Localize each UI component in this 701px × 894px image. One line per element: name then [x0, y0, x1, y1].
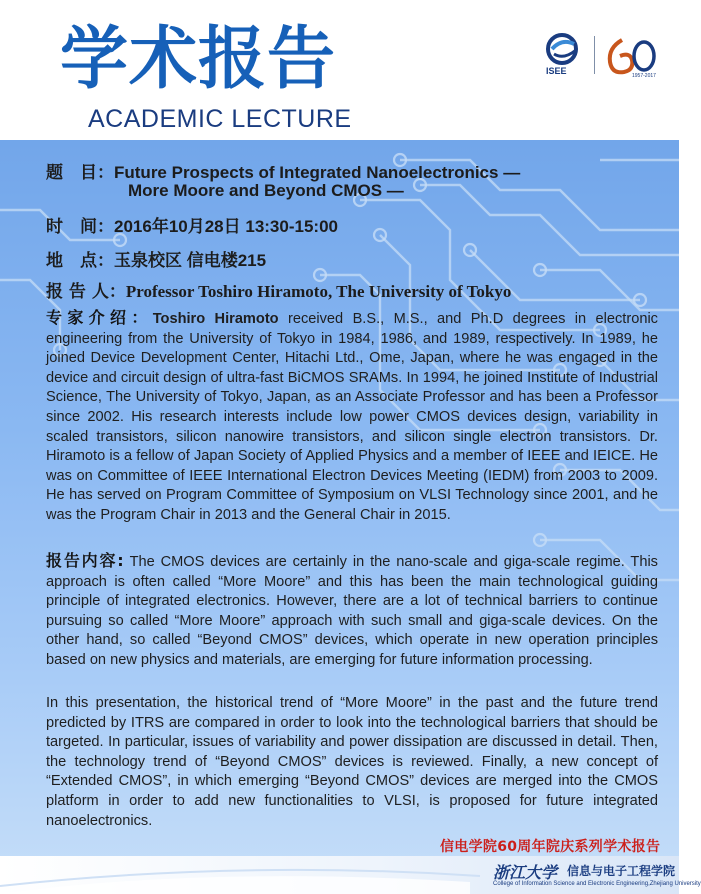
- bio-name: Toshiro Hiramoto: [152, 311, 279, 327]
- title-english: ACADEMIC LECTURE: [88, 105, 352, 133]
- series-title: 信电学院60周年院庆系列学术报告: [440, 839, 661, 855]
- time-value: 2016年10月28日 13:30-15:00: [114, 217, 338, 236]
- abstract-para-2: In this presentation, the historical trend of “More Moore” in the past and the future trend predicted by ITRS are compared in order to look into the technological barriers that should be targeted. In particular, issues of variability and power dissipation are discussed in detail. Then, the technology trend of “Beyond CMOS” devices is reviewed. Finally, a new concept of “Extended CMOS”, in which emerging “Beyond CMOS” devices are merged into the CMOS platform in order to add new functionalities to VLSI, is proposed for future integrated nanoelectronics.: [46, 695, 658, 829]
- logo-divider: [594, 36, 595, 74]
- logo-group: [542, 32, 662, 82]
- poster-body: [0, 140, 701, 894]
- topic-line-2: More Moore and Beyond CMOS —: [128, 181, 404, 200]
- school-name-english: College of Information Science and Electronic Engineering,Zhejiang University: [493, 881, 701, 887]
- bio-text: received B.S., M.S., and Ph.D degrees in electronic engineering from the University of Tokyo in 1984, 1986, and 1989, respectively. In 1989, he joined Device Development Center, Hitachi Ltd., Ome, Japan, where he was engaged in the device and circuit design of ultra-fast BiCMOS SRAMs. In 1994, he joined Institute of Industrial Science, The University of Tokyo, Japan, as an Associate Professor and has been a Professor since 2002. His research interests include low power CMOS devices design, variability in scaled transistors, silicon nanowire transistors, and silicon single electron transistors. Dr. Hiramoto is a fellow of Japan Society of Applied Physics and a member of IEEE and IEICE. He was on Committee of IEEE International Electron Devices Meeting (IEDM) from 2003 to 2009. He has served on Program Committee of Symposium on VLSI Technology since 2001, and he was the Program Chair in 2013 and the General Chair in 2015.: [46, 311, 658, 523]
- abstract-label: 报告内容:: [46, 551, 124, 570]
- university-name: 浙江大学: [493, 863, 558, 882]
- speaker-row: [46, 277, 511, 302]
- topic-row-2: [128, 181, 404, 201]
- place-label: 地 点：: [46, 251, 114, 271]
- speaker-value: Professor Toshiro Hiramoto, The University of Tokyo: [125, 282, 512, 301]
- speaker-label: 报 告 人：: [46, 282, 126, 302]
- time-row: [46, 212, 338, 237]
- bio-label: 专家介绍：: [46, 308, 153, 327]
- title-chinese: 学术报告: [60, 20, 337, 99]
- sixty-anniversary-icon: [602, 34, 662, 78]
- abstract-para-1: [46, 551, 658, 671]
- place-value: 玉泉校区 信电楼215: [114, 251, 267, 270]
- abstract-text-1: The CMOS devices are certainly in the nano-scale and giga-scale regime. This approach is often called “More Moore” and this has been the main technological guiding principle of integrated electronics. However, there are a lot of technical barriers to continue pursuing so called “More Moore” approach with such small and giga-scale devices. On the other hand, so called “Beyond CMOS” devices, which operate in new operation principles based on new physics and materials, are emerging for future information processing.: [46, 554, 658, 668]
- topic-row: [46, 158, 520, 183]
- topic-label: 题 目：: [46, 163, 114, 183]
- place-row: [46, 246, 266, 271]
- school-name: 信息与电子工程学院: [567, 864, 676, 878]
- time-label: 时 间：: [46, 217, 114, 237]
- isee-logo-text: ISEE: [546, 66, 567, 76]
- topic-line-1: Future Prospects of Integrated Nanoelectronics —: [114, 163, 521, 182]
- speaker-bio: [46, 308, 658, 526]
- poster-header: [0, 0, 679, 140]
- sixty-years-text: 1957-2017: [632, 73, 656, 79]
